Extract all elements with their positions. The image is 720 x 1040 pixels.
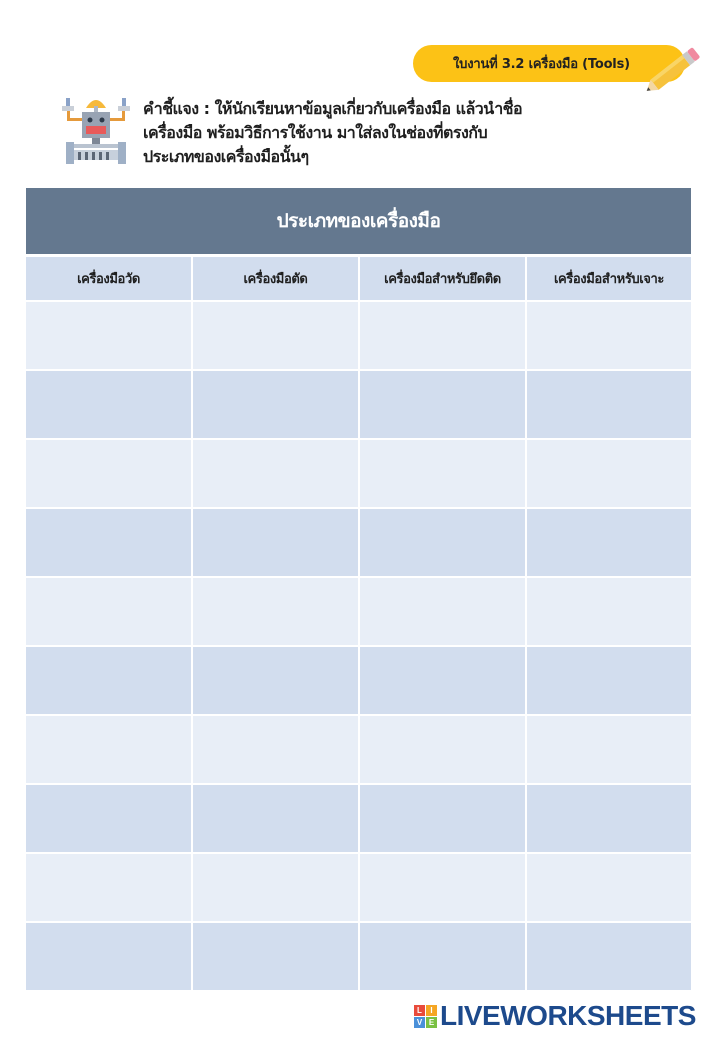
answer-cell[interactable] <box>360 785 525 852</box>
liveworksheets-logo <box>414 1001 696 1031</box>
answer-cell[interactable] <box>360 647 525 714</box>
answer-cell[interactable] <box>26 578 191 645</box>
column-header-drilling: เครื่องมือสำหรับเจาะ <box>527 257 691 300</box>
logo-blocks <box>414 1005 437 1028</box>
answer-cell[interactable] <box>193 785 358 852</box>
answer-cell[interactable] <box>193 440 358 507</box>
answer-cell[interactable] <box>193 647 358 714</box>
answer-cell[interactable] <box>360 509 525 576</box>
answer-cell[interactable] <box>193 716 358 783</box>
answer-cell[interactable] <box>527 923 691 990</box>
answer-cell[interactable] <box>527 440 691 507</box>
logo-letter: E <box>426 1017 437 1028</box>
worksheet-title: ใบงานที่ 3.2 เครื่องมือ (Tools) <box>453 57 630 72</box>
column-header-fastening: เครื่องมือสำหรับยึดติด <box>360 257 525 300</box>
answer-cell[interactable] <box>527 854 691 921</box>
table-title: ประเภทของเครื่องมือ <box>26 188 691 254</box>
answer-cell[interactable] <box>26 923 191 990</box>
answer-cell[interactable] <box>527 647 691 714</box>
answer-cell[interactable] <box>193 302 358 369</box>
answer-cell[interactable] <box>193 371 358 438</box>
answer-cell[interactable] <box>360 854 525 921</box>
logo-letter: I <box>426 1005 437 1016</box>
answer-cell[interactable] <box>527 716 691 783</box>
robot-icon <box>60 94 132 166</box>
logo-text: LIVEWORKSHEETS <box>440 1000 696 1031</box>
answer-cell[interactable] <box>26 440 191 507</box>
tool-types-table <box>26 188 691 990</box>
instructions-line: เครื่องมือ พร้อมวิธีการใช้งาน มาใส่ลงในช่องที่ตรงกับ <box>143 123 488 142</box>
answer-cell[interactable] <box>193 854 358 921</box>
answer-cell[interactable] <box>193 578 358 645</box>
answer-cell[interactable] <box>26 509 191 576</box>
answer-cell[interactable] <box>360 716 525 783</box>
answer-cell[interactable] <box>360 923 525 990</box>
answer-cell[interactable] <box>193 923 358 990</box>
pencil-icon <box>640 40 706 102</box>
answer-cell[interactable] <box>360 440 525 507</box>
answer-cell[interactable] <box>26 716 191 783</box>
answer-cell[interactable] <box>26 647 191 714</box>
instructions-line: คำชี้แจง : ให้นักเรียนหาข้อมูลเกี่ยวกับเครื่องมือ แล้วนำชื่อ <box>143 99 523 118</box>
answer-cell[interactable] <box>26 785 191 852</box>
instructions <box>143 97 613 169</box>
answer-cell[interactable] <box>193 509 358 576</box>
answer-cell[interactable] <box>26 371 191 438</box>
answer-cell[interactable] <box>527 578 691 645</box>
logo-letter: V <box>414 1017 425 1028</box>
answer-cell[interactable] <box>26 854 191 921</box>
answer-cell[interactable] <box>360 578 525 645</box>
answer-cell[interactable] <box>527 371 691 438</box>
answer-cell[interactable] <box>26 302 191 369</box>
answer-cell[interactable] <box>527 509 691 576</box>
column-header-cutting: เครื่องมือตัด <box>193 257 358 300</box>
answer-cell[interactable] <box>527 785 691 852</box>
table-grid <box>26 257 691 990</box>
answer-cell[interactable] <box>360 302 525 369</box>
instructions-line: ประเภทของเครื่องมือนั้นๆ <box>143 147 309 166</box>
logo-letter: L <box>414 1005 425 1016</box>
answer-cell[interactable] <box>527 302 691 369</box>
answer-cell[interactable] <box>360 371 525 438</box>
column-header-measuring: เครื่องมือวัด <box>26 257 191 300</box>
